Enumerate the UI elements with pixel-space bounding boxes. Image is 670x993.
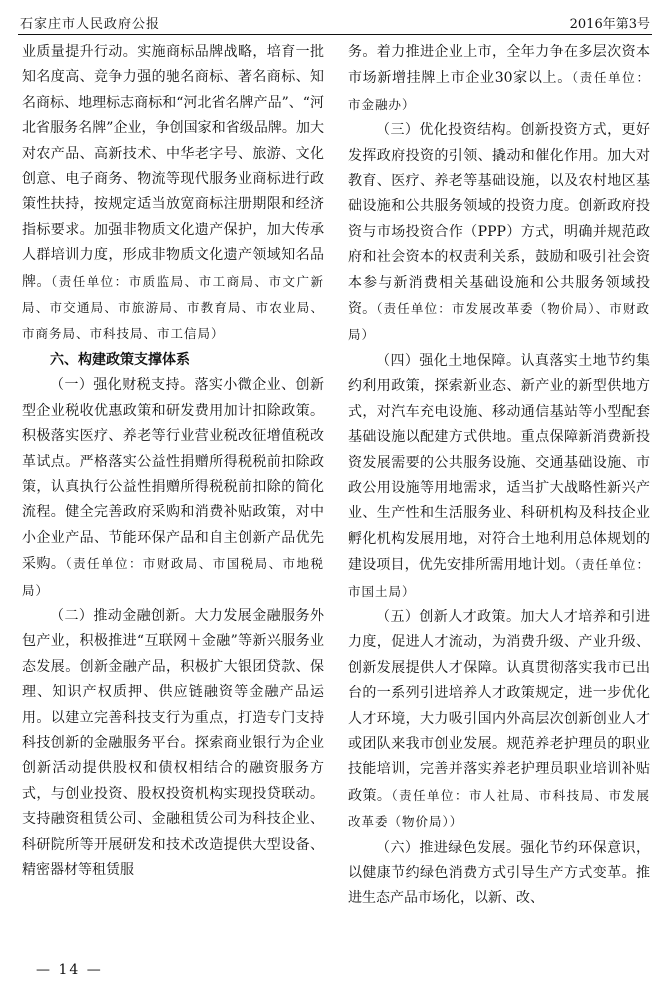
paragraph-text: 务。着力推进企业上市，全年力争在多层次资本市场新增挂牌上市企业30家以上。 [348, 44, 650, 87]
paragraph [22, 373, 324, 604]
paragraph [348, 40, 650, 118]
paragraph: （二）推动金融创新。大力发展金融服务外包产业，积极推进“互联网＋金融”等新兴服务业态发展。创新金融产品，积极扩大银团贷款、保理、知识产权质押、供应链融资等金融产品运用。以建立完善科技支行为重点，打造专门支持科技创新的金融服务平台。探索商业银行为企业创新活动提供股权和债权相结合的融资服务方式，与创业投资、股权投资机构实现投贷联动。支持融资租赁公司、金融租赁公司为科技企业、科研院所等开展研发和技术改造提供大型设备、精密器材等租赁服 [22, 607, 324, 878]
left-column [22, 40, 324, 883]
paragraph [348, 118, 650, 349]
responsible-units-note: （责任单位：市国土局） [348, 557, 650, 599]
responsible-units-note: （责任单位：市金融办） [348, 70, 650, 112]
right-column [348, 40, 650, 912]
paragraph [22, 40, 324, 348]
page-header [18, 8, 652, 35]
page-number: — 14 — [36, 962, 103, 978]
paragraph-text: （一）强化财税支持。落实小微企业、创新型企业税收优惠政策和研发费用加计扣除政策。积极落实医疗、养老等行业营业税改征增值税改革试点。严格落实公益性捐赠所得税税前扣除政策，认真执行公益性捐赠所得税税前扣除的简化流程。健全完善政府采购和消费补贴政策，对中小企业产品、节能环保产品和自主创新产品优先采购。 [22, 377, 324, 573]
paragraph: （六）推进绿色发展。强化节约环保意识，以健康节约绿色消费方式引导生产方式变革。推进生态产品市场化，以新、改、 [348, 839, 650, 907]
paragraph-text: （五）创新人才政策。加大人才培养和引进力度，促进人才流动，为消费升级、产业升级、创新发展提供人才保障。认真贯彻落实我市已出台的一系列引进培养人才政策规定，进一步优化人才环境，大力吸引国内外高层次创新创业人才或团队来我市创业发展。规范养老护理员的职业技能培训，完善并落实养老护理员职业培训补贴政策。 [348, 608, 650, 804]
paragraph [348, 349, 650, 605]
responsible-units-note: （责任单位：市人社局、市科技局、市发展改革委（物价局）） [348, 787, 650, 830]
paragraph-text: （三）优化投资结构。创新投资方式，更好发挥政府投资的引领、撬动和催化作用。加大对教育、医疗、养老等基础设施，以及农村地区基础设施和公共服务领域的投资力度。创新政府投资与市场投资合作（PPP）方式，明确并规范政府和社会资本的权责利关系，鼓励和吸引社会资本参与新消费相关基础设施和公共服务领域投资。 [348, 122, 650, 318]
responsible-units-note: （责任单位：市财政局、市国税局、市地税局） [22, 556, 324, 598]
responsible-units-note: （责任单位：市质监局、市工商局、市文广新局、市交通局、市旅游局、市教育局、市农业局、市商务局、市科技局、市工信局） [22, 273, 324, 342]
issue-number: 2016年第3号 [569, 17, 650, 32]
paragraph [348, 605, 650, 836]
paragraph-text: （四）强化土地保障。认真落实土地节约集约利用政策，探索新业态、新产业的新型供地方式，对汽车充电设施、移动通信基站等小型配套基础设施以配建方式供地。重点保障新消费新投资发展需要的公共服务设施、交通基础设施、市政公用设施等用地需求，适当扩大战略性新兴产业、生产性和生活服务业、科研机构及科技企业孵化机构发展用地，对符合土地利用总体规划的建设项目，优先安排所需用地计划。 [348, 352, 650, 574]
section-title: 六、构建政策支撑体系 [50, 351, 190, 368]
paragraph-text: 业质量提升行动。实施商标品牌战略，培育一批知名度高、竞争力强的驰名商标、著名商标、知名商标、地理标志商标和“河北省名牌产品”、“河北省服务名牌”企业，争创国家和省级品牌。加大对农产品、高新技术、中华老字号、旅游、文化创意、电子商务、物流等现代服务业商标进行政策性扶持，按规定适当放宽商标注册期限和经济指标要求。加强非物质文化遗产保护，加大传承人群培训力度，形成非物质文化遗产领域知名品牌。 [22, 44, 324, 290]
responsible-units-note: （责任单位：市发展改革委（物价局）、市财政局） [348, 301, 650, 343]
publication-title: 石家庄市人民政府公报 [20, 17, 161, 32]
